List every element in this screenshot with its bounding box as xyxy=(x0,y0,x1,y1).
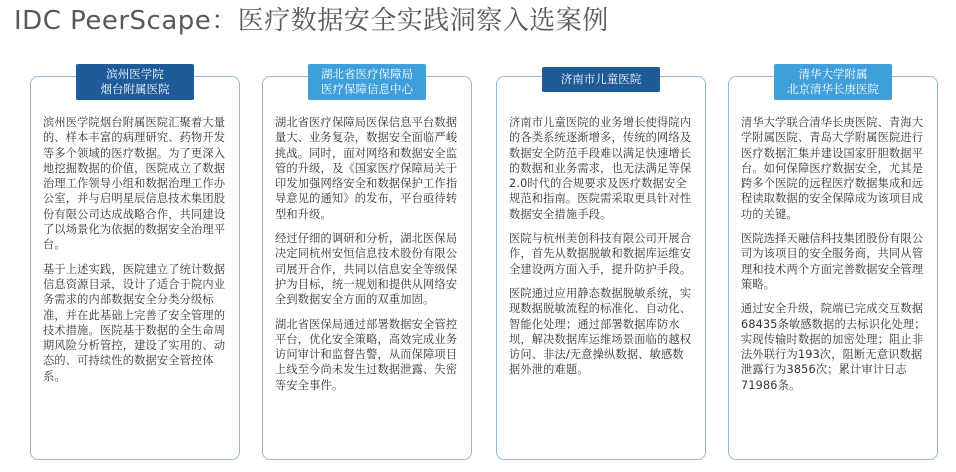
card-paragraph: 济南市儿童医院的业务增长使得院内的各类系统逐渐增多，传统的网络及数据安全防范手段难以满足快速增长的数据和业务需求，也无法满足等保2.0时代的合规要求及医疗数据安全规范和指南。医院需采取更具针对性数据安全措施手段。 xyxy=(509,116,692,221)
card-paragraph: 医院通过应用静态数据脱敏系统，实现数据脱敏流程的标准化、自动化、智能化处理；通过部署数据库防水坝，解决数据库运维场景面临的越权访问、非法/无意操纵数据、敏感数据外泄的难题。 xyxy=(509,286,692,377)
card-paragraph: 医院选择天融信科技集团股份有限公司为该项目的安全服务商，共同从管理和技术两个方面完善数据安全管理策略。 xyxy=(741,232,924,291)
page-title: IDC PeerScape：医疗数据安全实践洞察入选案例 xyxy=(14,6,609,36)
card-header: 湖北省医疗保障局 医疗保障信息中心 xyxy=(308,64,426,100)
card-paragraph: 清华大学联合清华长庚医院、青海大学附属医院、青岛大学附属医院进行医疗数据汇集并建设国家肝胆数据平台。如何保障医疗数据安全，尤其是跨多个医院的远程医疗数据集成和远程读取数据的安全保障成为该项目成功的关键。 xyxy=(741,116,924,221)
card-paragraph: 湖北省医保局通过部署数据安全管控平台，优化安全策略，高效完成业务访问审计和监督告警，从而保障项目上线至今尚未发生过数据泄露、失密等安全事件。 xyxy=(275,317,458,392)
card-paragraph: 通过安全升级，院端已完成交互数据68435条敏感数据的去标识化处理；实现传输时数据的加密处理；阻止非法外联行为193次，阻断无意识数据泄露行为3856次；累计审计日志71986条。 xyxy=(741,302,926,392)
card-paragraph: 医院与杭州美创科技有限公司开展合作，首先从数据脱敏和数据库运维安全建设两方面入手，提升防护手段。 xyxy=(509,232,692,276)
case-card-hubei xyxy=(262,67,472,460)
case-card-binzhou xyxy=(30,67,240,460)
card-body xyxy=(741,115,927,402)
card-body xyxy=(275,115,461,402)
card-header: 清华大学附属 北京清华长庚医院 xyxy=(774,64,892,100)
case-card-tsinghua xyxy=(728,67,938,460)
card-paragraph: 基于上述实践，医院建立了统计数据信息资源目录，设计了适合于院内业务需求的内部数据安全分类分级标准，并在此基础上完善了安全管理的技术措施。医院基于数据的全生命周期风险分析管控，建设了实用的、动态的、可持续性的数据安全管控体系。 xyxy=(43,262,226,383)
card-body xyxy=(43,115,229,393)
card-paragraph: 经过仔细的调研和分析，湖北医保局决定同杭州安恒信息技术股份有限公司展开合作，共同以信息安全等级保护为目标，统一规划和提供从网络安全到数据安全方面的双重加固。 xyxy=(275,232,458,307)
card-paragraph: 湖北省医疗保障局医保信息平台数据量大、业务复杂，数据安全面临严峻挑战。同时，面对网络和数据安全监管的升级，及《国家医疗保障局关于印发加强网络安全和数据保护工作指导意见的通知》的发布，平台亟待转型和升级。 xyxy=(275,116,458,221)
card-header: 滨州医学院 烟台附属医院 xyxy=(76,64,194,100)
case-card-jinan xyxy=(496,72,706,460)
card-paragraph: 滨州医学院烟台附属医院汇聚着大量的、样本丰富的病理研究、药物开发等多个领域的医疗数据。为了更深入地挖掘数据的价值，医院成立了数据治理工作领导小组和数据治理工作办公室，并与启明星辰信息技术集团股份有限公司达成战略合作，共同建设了以场景化为依据的数据安全治理平台。 xyxy=(43,116,226,252)
card-header: 济南市儿童医院 xyxy=(542,67,660,92)
card-body xyxy=(509,115,695,387)
